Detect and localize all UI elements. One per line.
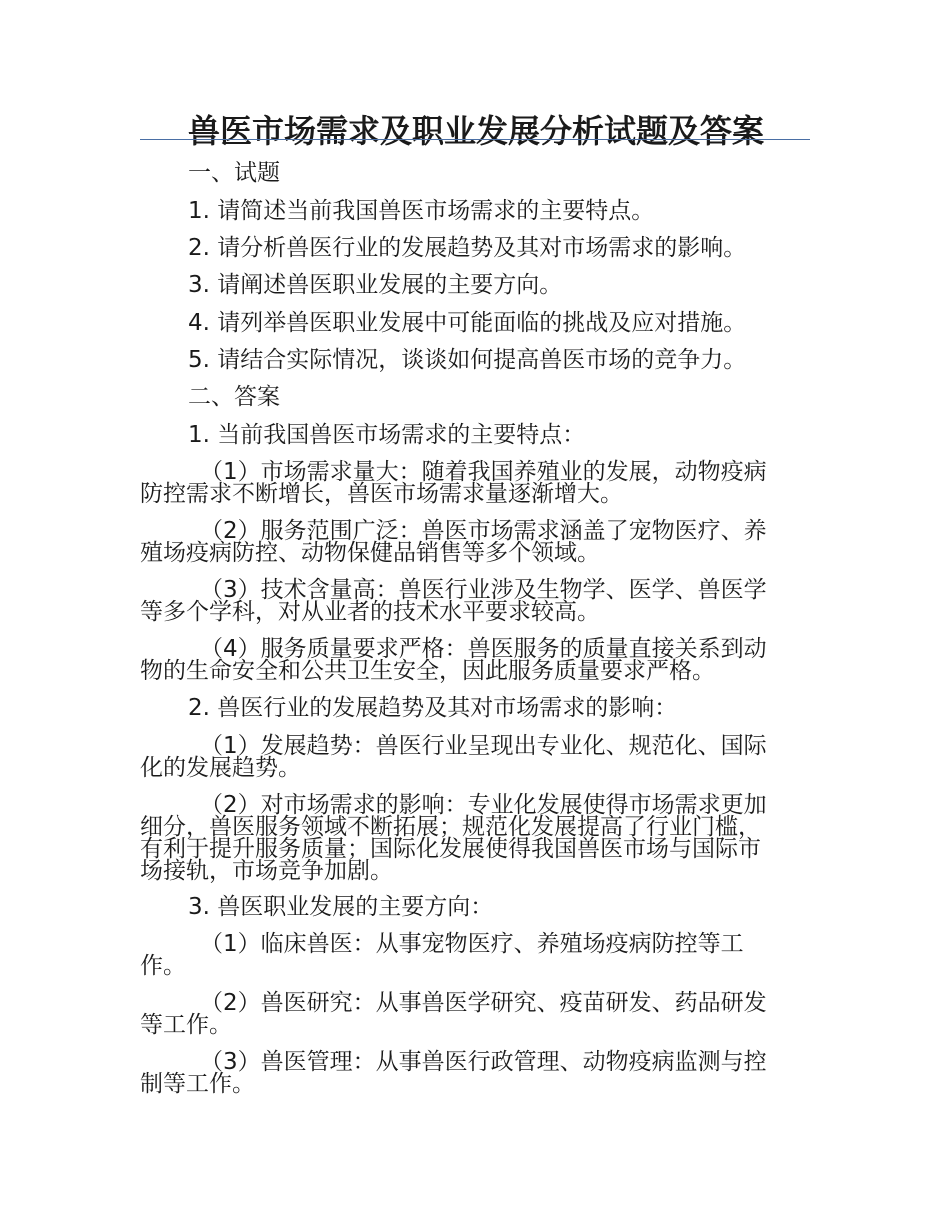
answer-1-item-2: （2）服务范围广泛：兽医市场需求涵盖了宠物医疗、养 [200,518,767,544]
answer-2-item-2: （2）对市场需求的影响：专业化发展使得市场需求更加 [200,792,767,818]
answer-3-item-2-cont: 等工作。 [140,1012,232,1038]
question-2: 2. 请分析兽医行业的发展趋势及其对市场需求的影响。 [188,235,747,261]
answer-2-heading: 2. 兽医行业的发展趋势及其对市场需求的影响： [188,695,678,721]
question-4: 4. 请列举兽医职业发展中可能面临的挑战及应对措施。 [188,310,747,336]
question-3: 3. 请阐述兽医职业发展的主要方向。 [188,272,563,298]
answer-3-item-1-cont: 作。 [140,953,186,979]
answer-2-item-2-cont-1: 细分，兽医服务领域不断拓展；规范化发展提高了行业门槛， [140,814,761,840]
answer-1-item-1: （1）市场需求量大：随着我国养殖业的发展，动物疫病 [200,459,767,485]
answer-3-heading: 3. 兽医职业发展的主要方向： [188,894,494,920]
answer-2-item-2-cont-3: 场接轨，市场竞争加剧。 [140,858,393,884]
question-1: 1. 请简述当前我国兽医市场需求的主要特点。 [188,198,655,224]
title-underline [140,139,810,140]
document-title: 兽医市场需求及职业发展分析试题及答案 [188,112,765,150]
answer-1-item-1-cont: 防控需求不断增长，兽医市场需求量逐渐增大。 [140,481,623,507]
answer-2-item-1: （1）发展趋势：兽医行业呈现出专业化、规范化、国际 [200,733,767,759]
answer-3-item-1: （1）临床兽医：从事宠物医疗、养殖场疫病防控等工 [200,931,744,957]
question-5: 5. 请结合实际情况，谈谈如何提高兽医市场的竞争力。 [188,347,747,373]
answer-1-item-2-cont: 殖场疫病防控、动物保健品销售等多个领域。 [140,540,600,566]
section-heading-answers: 二、答案 [188,384,280,410]
answer-3-item-3: （3）兽医管理：从事兽医行政管理、动物疫病监测与控 [200,1049,767,1075]
answer-1-item-4: （4）服务质量要求严格：兽医服务的质量直接关系到动 [200,636,767,662]
answer-1-item-3: （3）技术含量高：兽医行业涉及生物学、医学、兽医学 [200,577,767,603]
section-heading-questions: 一、试题 [188,160,280,186]
answer-2-item-2-cont-2: 有利于提升服务质量；国际化发展使得我国兽医市场与国际市 [140,836,761,862]
answer-3-item-2: （2）兽医研究：从事兽医学研究、疫苗研发、药品研发 [200,990,767,1016]
answer-1-item-4-cont: 物的生命安全和公共卫生安全，因此服务质量要求严格。 [140,658,715,684]
answer-2-item-1-cont: 化的发展趋势。 [140,755,301,781]
answer-1-item-3-cont: 等多个学科，对从业者的技术水平要求较高。 [140,599,600,625]
answer-1-heading: 1. 当前我国兽医市场需求的主要特点： [188,422,586,448]
answer-3-item-3-cont: 制等工作。 [140,1071,255,1097]
